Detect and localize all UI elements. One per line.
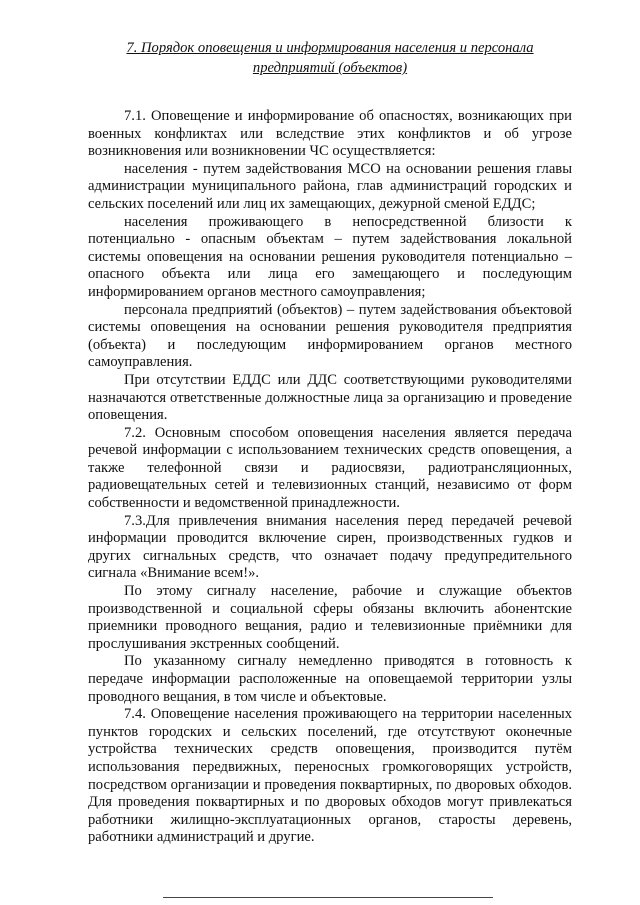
paragraph-population: населения - путем задействования МСО на основании решения главы администрации муниципального района, глав администраций городских и сельских поселений или лиц их замещающих, дежурной сменой ЕДДС; — [88, 160, 572, 212]
footer-rule — [163, 897, 493, 898]
paragraph-signal-response: По этому сигналу население, рабочие и служащие объектов производственной и социальной сферы обязаны включить абонентские приемники проводного вещания, радио и телевизионные приёмники для прослушивания экстренных сообщений. — [88, 583, 572, 652]
section-heading-line-1: 7. Порядок оповещения и информирования населения и персонала — [126, 40, 534, 56]
paragraph-personnel: персонала предприятий (объектов) – путем задействования объектовой системы оповещения на основании решения руководителя предприятия (объекта) и последующим информированием органов местного самоуправления. — [88, 301, 572, 371]
paragraph-7-4: 7.4. Оповещение населения проживающего на территории населенных пунктов городских и сельских поселений, где отсутствуют оконечные устройства технических средств оповещения, производится путём использования передвижных, переносных громкоговорящих устройств, посредством организации и проведения поквартирных, по дворовых обходов. Для проведения поквартирных и по дворовых обходов могут привлекаться работники жилищно-эксплуатационных органов, старосты деревень, работники администраций и другие. — [88, 706, 572, 846]
paragraph-residents-near-hazard: населения проживающего в непосредственной близости к потенциально - опасным объектам – путем задействования локальной системы оповещения на основании решения руководителя потенциально – опасного объекта или лица его замещающего и последующим информированием органов местного самоуправления; — [88, 213, 572, 300]
paragraph-broadcast-nodes: По указанному сигналу немедленно приводятся в готовность к передаче информации расположенные на оповещаемой территории узлы проводного вещания, в том числе и объектовые. — [88, 653, 572, 705]
paragraph-no-edds: При отсутствии ЕДДС или ДДС соответствующими руководителями назначаются ответственные должностные лица за организацию и проведение оповещения. — [88, 371, 572, 424]
paragraph-7-1: 7.1. Оповещение и информирование об опасностях, возникающих при военных конфликтах или вследствие этих конфликтов и об угрозе возникновения или возникновении ЧС осуществляется: — [88, 108, 572, 160]
section-heading — [88, 38, 572, 78]
paragraph-7-3: 7.3.Для привлечения внимания населения перед передачей речевой информации проводится включение сирен, производственных гудков и других сигнальных средств, что означает подачу предупредительного сигнала «Внимание всем!». — [88, 512, 572, 582]
document-page — [88, 38, 572, 847]
section-heading-line-2: предприятий (объектов) — [252, 60, 408, 76]
paragraph-7-2: 7.2. Основным способом оповещения населения является передача речевой информации с использованием технических средств оповещения, а также телефонной связи и радиосвязи, радиотрансляционных, радиовещательных сетей и телевизионных станций, независимо от форм собственности и ведомственной принадлежности. — [88, 424, 572, 512]
